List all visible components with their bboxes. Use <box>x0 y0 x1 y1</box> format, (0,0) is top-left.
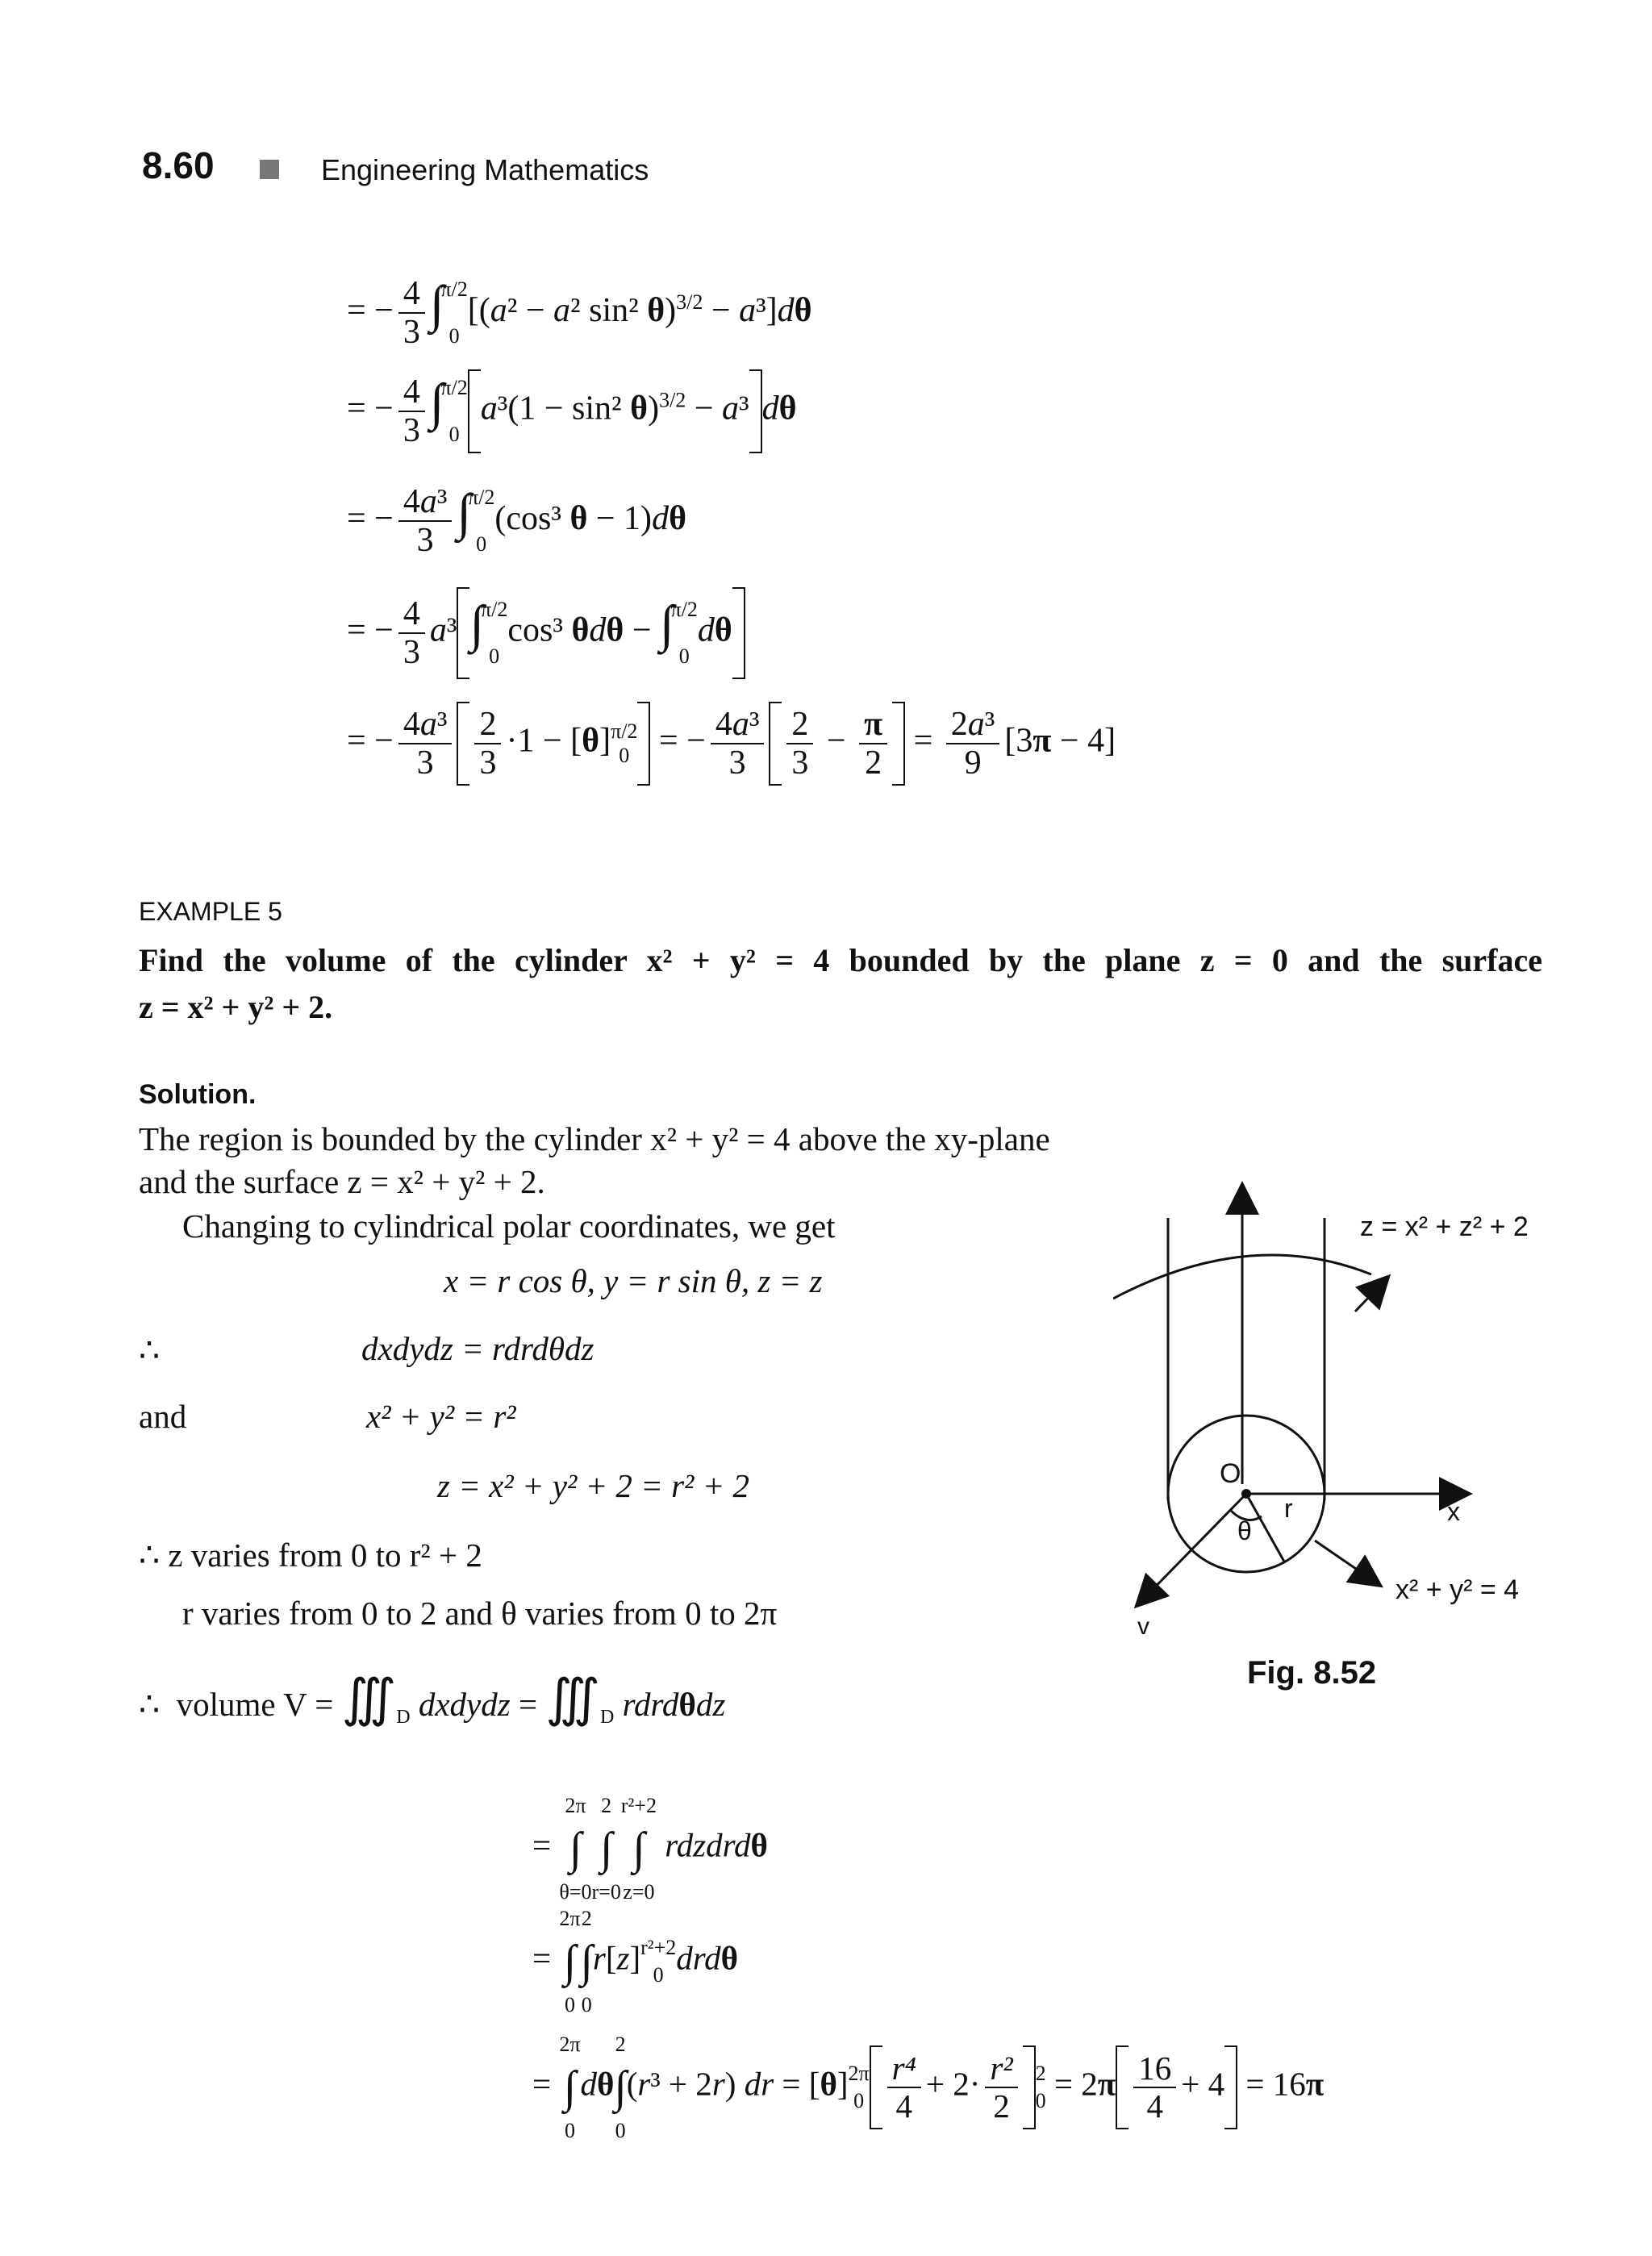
figure-caption: Fig. 8.52 <box>1247 1655 1377 1691</box>
figure-surface-label: z = x² + z² + 2 <box>1360 1211 1529 1242</box>
example-problem <box>139 937 1542 1031</box>
eq-r-squared: x² + y² = r² <box>366 1398 516 1435</box>
figure-theta-label: θ <box>1237 1516 1252 1545</box>
eq-z-surface: z = x² + y² + 2 = r² + 2 <box>437 1467 750 1504</box>
figure-x-label: x <box>1447 1497 1460 1526</box>
calc-line-1: = 2π ∫ θ=0 2 ∫ r=0 r²+2 ∫ z=0 rdzdrdθ <box>532 1794 768 1904</box>
book-title: Engineering Mathematics <box>321 153 649 186</box>
and-label: and <box>139 1398 187 1435</box>
solution-p1-line-2: and the surface z = x² + y² + 2. <box>139 1163 545 1201</box>
solution-paragraph-2: Changing to cylindrical polar coordinates, we get <box>182 1207 836 1245</box>
cylinder-pointer <box>1315 1541 1379 1585</box>
figure-origin-label: O <box>1220 1458 1241 1489</box>
derivation-line-4: = − $\frac{4}{3}$ a³ ∫ π/2 0 cos³ θdθ − ∫ π/2 0 dθ <box>347 587 745 679</box>
page-number: 8.60 <box>142 144 215 186</box>
problem-line-2: z = x² + y² + 2. <box>139 989 333 1025</box>
z-range: ∴ z varies from 0 to r² + 2 <box>139 1537 482 1574</box>
derivation-line-3: = − $\frac{\text{4a³}}{3}$ ∫ π/2 0 (cos³ θ − 1)dθ <box>347 483 686 560</box>
figure-cylinder-label: x² + y² = 4 <box>1395 1574 1520 1605</box>
r-theta-range: r varies from 0 to 2 and θ varies from 0 to 2π <box>182 1595 778 1632</box>
header-square-marker <box>260 160 279 179</box>
radius-line <box>1246 1494 1284 1562</box>
calc-line-2: = 2π ∫ 0 2 ∫ 0 r[z] r²+2 0 drdθ <box>532 1907 739 2016</box>
figure-y-label: v <box>1137 1613 1149 1640</box>
eq-coordinates: x = r cos θ, y = r sin θ, z = z <box>444 1262 823 1299</box>
surface-pointer <box>1355 1278 1387 1311</box>
therefore-symbol: ∴ <box>139 1332 161 1369</box>
solution-label: Solution. <box>139 1079 257 1110</box>
calc-line-3: = 2π ∫ 0 dθ 2 ∫ 0 (r³ + 2r) dr = [θ] 2π 0 $\frac{\text{r⁴}}{4}$ + 2· $\frac{\text{r²}}{2}$ 2 0 = 2π $\frac{16}{4}$ + 4 = 16π <box>532 2033 1325 2142</box>
derivation-line-1: = − $\frac{4}{3}$ ∫ π/2 0 [(a² − a² sin² θ)$^{3/2}$ − a³]dθ <box>347 275 812 352</box>
problem-line-1: Find the volume of the cylinder x² + y² = 4 bounded by the plane z = 0 and the surface <box>139 942 1542 978</box>
derivation-line-2: = − $\frac{4}{3}$ ∫ π/2 0 a³(1 − sin² θ)$^{3/2}$ − a³ dθ <box>347 369 797 453</box>
eq-jacobian: dxdydz = rdrdθdz <box>361 1330 594 1367</box>
volume-integral: ∴ volume $V = ∭_D$ dxdydz = $∭_D$ rdrdθdz <box>139 1670 726 1728</box>
derivation-line-5: = − $\frac{\text{4a³}}{3}$ $\frac{2}{3}$ ·1 − [θ] π/2 0 = − $\frac{\text{4a³}}{3}$ $\frac{2}{3}$ − $\frac{\pi}{2}$ = $\frac{\text{2a³}}{9}$ [3π − 4] <box>347 702 1116 786</box>
solution-p1-line-1: The region is bounded by the cylinder x² + y² = 4 above the xy-plane <box>139 1120 1050 1157</box>
example-label: EXAMPLE 5 <box>139 897 282 926</box>
figure-r-label: r <box>1284 1494 1293 1523</box>
solution-paragraph-1 <box>139 1118 1050 1204</box>
